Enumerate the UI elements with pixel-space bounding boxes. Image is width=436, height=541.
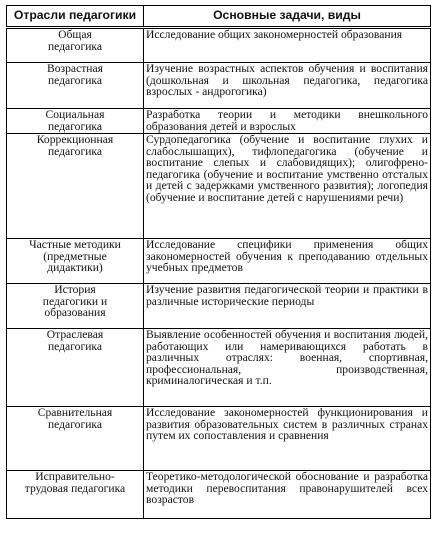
table-row [7, 471, 431, 519]
table-row [7, 284, 431, 329]
branch-cell: История педагогики и образования [7, 284, 144, 329]
pedagogy-branches-table [6, 5, 431, 519]
tasks-cell: Выявление особенностей обучения и воспитания людей, работающих или намеривающихся работать в различных отраслях: военная, спортивная, профессиональная, производственная, криминалогическая и т.п. [144, 329, 431, 407]
tasks-cell: Изучение возрастных аспектов обучения и воспитания (дошкольная и школьная педагогика, педагогика взрослых - андрогогика) [144, 63, 431, 109]
column-header-branch: Отрасли педагогики [7, 6, 144, 28]
column-header-tasks: Основные задачи, виды [144, 6, 431, 28]
table-row [7, 63, 431, 109]
tasks-cell: Исследование общих закономерностей образования [144, 28, 431, 63]
table-row [7, 329, 431, 407]
branch-cell: Социальная педагогика [7, 109, 144, 134]
tasks-cell: Сурдопедагогика (обучение и воспитание глухих и слабослышащих), тифлопедагогика (обучение и воспитание слепых и слабовидящих); олигофрено-педагогика (обучение и воспитание умственно отсталых и детей с задержками умственного развития); логопедия (обучение и воспитание детей с нарушениями речи) [144, 134, 431, 239]
pedagogy-branches-table-container [6, 5, 431, 519]
branch-cell: Исправительно-трудовая педагогика [7, 471, 144, 519]
branch-cell: Коррекционная педагогика [7, 134, 144, 239]
tasks-cell: Разработка теории и методики внешкольного образования детей и взрослых [144, 109, 431, 134]
tasks-cell: Теоретико-методологической обоснование и разработка методики перевоспитания правонарушителей всех возрастов [144, 471, 431, 519]
branch-cell: Общая педагогика [7, 28, 144, 63]
table-row [7, 134, 431, 239]
table-row [7, 28, 431, 63]
branch-cell: Отраслевая педагогика [7, 329, 144, 407]
branch-cell: Возрастная педагогика [7, 63, 144, 109]
table-row [7, 109, 431, 134]
branch-cell: Частные методики (предметные дидактики) [7, 239, 144, 284]
table-row [7, 239, 431, 284]
tasks-cell: Исследование специфики применения общих закономерностей обучения к преподаванию отдельных учебных предметов [144, 239, 431, 284]
table-row [7, 407, 431, 471]
branch-cell: Сравнительная педагогика [7, 407, 144, 471]
tasks-cell: Изучение развития педагогической теории и практики в различные исторические периоды [144, 284, 431, 329]
header-row [7, 6, 431, 28]
tasks-cell: Исследование закономерностей функционирования и развития образовательных систем в различных странах путем их сопоставления и сравнения [144, 407, 431, 471]
